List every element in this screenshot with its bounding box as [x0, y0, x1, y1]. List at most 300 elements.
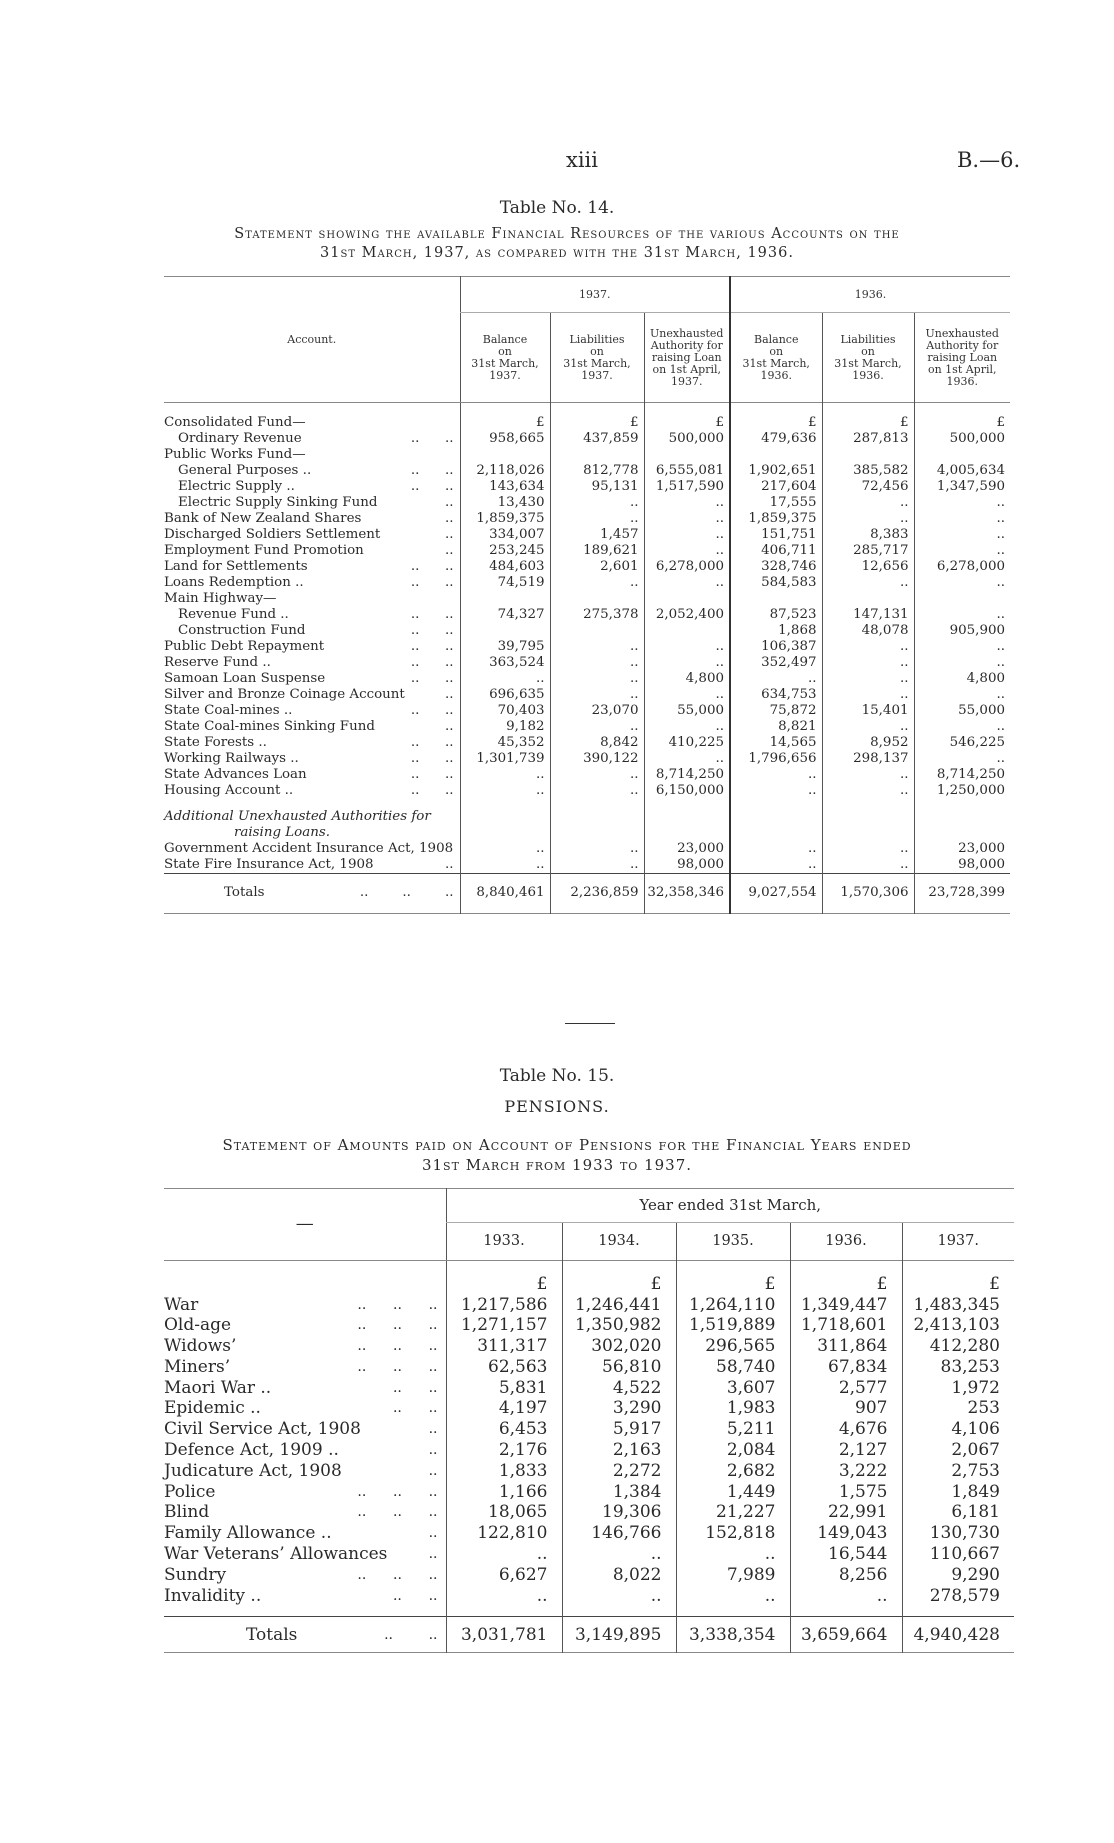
column-header-line: 1936.	[760, 368, 792, 382]
value-cell: 2,084	[676, 1440, 790, 1461]
table-row	[164, 751, 1010, 767]
column-header-line: on 1st April,	[652, 362, 722, 376]
row-label-cell	[164, 1544, 446, 1565]
row-label: Revenue Fund ..	[178, 606, 289, 622]
value-cell	[730, 447, 822, 463]
leader-dots: .. .. ..	[357, 1504, 438, 1521]
row-label-cell	[164, 511, 460, 527]
value-cell: ..	[550, 495, 644, 511]
row-label: Defence Act, 1909 ..	[164, 1440, 339, 1461]
value-cell: ..	[446, 1586, 562, 1607]
row-label: Family Allowance ..	[164, 1523, 332, 1544]
row-label: War	[164, 1294, 199, 1315]
value-cell: 48,078	[822, 623, 914, 639]
value-cell: ..	[644, 751, 730, 767]
value-cell: 87,523	[730, 607, 822, 623]
value-cell: ..	[822, 767, 914, 783]
value-cell: ..	[914, 543, 1010, 559]
value-cell: ..	[822, 511, 914, 527]
value-cell: ..	[644, 543, 730, 559]
account-column-header: Account.	[164, 277, 460, 403]
row-label: Sundry	[164, 1564, 227, 1585]
value-cell: 4,106	[902, 1419, 1014, 1440]
value-cell: ..	[822, 575, 914, 591]
row-label-cell	[164, 1419, 446, 1440]
value-cell: ..	[914, 495, 1010, 511]
value-cell: 3,031,781	[446, 1617, 562, 1653]
row-label-cell	[164, 479, 460, 495]
value-cell: 58,740	[676, 1357, 790, 1378]
column-header-line: Unexhausted	[650, 326, 724, 340]
value-cell: ..	[676, 1586, 790, 1607]
leader-dots: .. ..	[410, 766, 454, 782]
table-row	[164, 591, 1010, 607]
table-row	[164, 1461, 1014, 1482]
value-cell: 1,570,306	[822, 873, 914, 913]
table-row	[164, 543, 1010, 559]
table-row	[164, 623, 1010, 639]
value-cell: ..	[460, 857, 550, 874]
value-cell: 6,278,000	[644, 559, 730, 575]
value-cell: 1,796,656	[730, 751, 822, 767]
row-label: Bank of New Zealand Shares	[164, 510, 362, 526]
table-row	[164, 463, 1010, 479]
value-cell: 1,384	[562, 1482, 676, 1503]
heading-line: raising Loans.	[234, 824, 330, 840]
column-header-line: Authority for	[926, 338, 999, 352]
value-cell: 13,430	[460, 495, 550, 511]
value-cell: 1,483,345	[902, 1295, 1014, 1316]
value-cell: 302,020	[562, 1336, 676, 1357]
row-label: Public Works Fund—	[164, 446, 306, 462]
row-label: Electric Supply Sinking Fund	[178, 494, 378, 510]
value-cell	[550, 591, 644, 607]
column-header	[460, 313, 550, 403]
value-cell: ..	[914, 575, 1010, 591]
value-cell: ..	[550, 719, 644, 735]
table-row	[164, 1586, 1014, 1607]
table-row	[164, 767, 1010, 783]
value-cell: 275,378	[550, 607, 644, 623]
value-cell: 72,456	[822, 479, 914, 495]
table-15-subtitle: PENSIONS.	[504, 1097, 610, 1116]
value-cell: £	[460, 403, 550, 431]
row-label-cell	[164, 495, 460, 511]
value-cell: ..	[562, 1544, 676, 1565]
value-cell: 8,952	[822, 735, 914, 751]
value-cell: 1,350,982	[562, 1315, 676, 1336]
value-cell: ..	[730, 671, 822, 687]
table-row	[164, 575, 1010, 591]
value-cell: 8,714,250	[914, 767, 1010, 783]
value-cell: 363,524	[460, 655, 550, 671]
leader-dots: ..	[444, 686, 454, 702]
value-cell: 14,565	[730, 735, 822, 751]
value-cell: £	[644, 403, 730, 431]
row-label-cell	[164, 1586, 446, 1607]
leader-dots: ..	[444, 494, 454, 510]
row-label: State Advances Loan	[164, 766, 307, 782]
row-label: Police	[164, 1481, 216, 1502]
leader-dots: .. ..	[392, 1379, 438, 1396]
currency-symbol: £	[446, 1261, 562, 1295]
value-cell	[914, 447, 1010, 463]
leader-dots: .. ..	[410, 782, 454, 798]
value-cell: 6,150,000	[644, 783, 730, 799]
row-label-cell	[164, 1315, 446, 1336]
table-row	[164, 857, 1010, 874]
table-14-caption-line2: 31st March, 1937, as compared with the 31st March, 1936.	[320, 245, 794, 261]
table-row	[164, 559, 1010, 575]
leader-dots: .. ..	[410, 574, 454, 590]
value-cell: 500,000	[644, 431, 730, 447]
value-cell: 1,301,739	[460, 751, 550, 767]
value-cell: 2,163	[562, 1440, 676, 1461]
value-cell: ..	[550, 767, 644, 783]
value-cell: ..	[562, 1586, 676, 1607]
row-label-cell	[164, 1523, 446, 1544]
value-cell: 15,401	[822, 703, 914, 719]
column-header	[730, 313, 822, 403]
value-cell: 1,250,000	[914, 783, 1010, 799]
value-cell: 2,176	[446, 1440, 562, 1461]
value-cell: 1,519,889	[676, 1315, 790, 1336]
value-cell: 1,859,375	[730, 511, 822, 527]
value-cell: 311,317	[446, 1336, 562, 1357]
value-cell: ..	[550, 783, 644, 799]
value-cell: 1,246,441	[562, 1295, 676, 1316]
value-cell: 1,902,651	[730, 463, 822, 479]
column-header-line: 31st March,	[742, 356, 810, 370]
table-row	[164, 447, 1010, 463]
leader-dots: ..	[428, 1462, 438, 1479]
row-label: Blind	[164, 1502, 210, 1523]
currency-symbol: £	[902, 1261, 1014, 1295]
value-cell: 6,181	[902, 1502, 1014, 1523]
value-cell: ..	[914, 527, 1010, 543]
column-header-line: Balance	[482, 332, 528, 346]
value-cell: ..	[644, 575, 730, 591]
value-cell: £	[822, 403, 914, 431]
value-cell	[460, 591, 550, 607]
leader-dots: ..	[428, 1421, 438, 1438]
row-label-cell	[164, 639, 460, 655]
year-column-header: 1936.	[790, 1223, 902, 1261]
value-cell: ..	[550, 511, 644, 527]
leader-dots: ..	[444, 718, 454, 734]
column-header-line: Balance	[754, 332, 799, 346]
table-row	[164, 1378, 1014, 1399]
value-cell: ..	[644, 687, 730, 703]
value-cell: 55,000	[644, 703, 730, 719]
row-label: Maori War ..	[164, 1377, 272, 1398]
value-cell: ..	[550, 639, 644, 655]
column-header-line: Unexhausted	[925, 326, 999, 340]
value-cell: ..	[822, 719, 914, 735]
column-header-line: 1936.	[946, 374, 978, 388]
row-label-cell	[164, 1440, 446, 1461]
value-cell: 5,211	[676, 1419, 790, 1440]
value-cell: 2,272	[562, 1461, 676, 1482]
currency-symbol: £	[790, 1261, 902, 1295]
table-row	[164, 495, 1010, 511]
value-cell: 98,000	[644, 857, 730, 874]
column-header-line: 31st March,	[834, 356, 902, 370]
row-label-cell	[164, 447, 460, 463]
value-cell: 62,563	[446, 1357, 562, 1378]
value-cell: 500,000	[914, 431, 1010, 447]
table-row	[164, 687, 1010, 703]
row-label: Miners’	[164, 1356, 231, 1377]
value-cell: 3,290	[562, 1398, 676, 1419]
value-cell: ..	[822, 687, 914, 703]
value-cell: 812,778	[550, 463, 644, 479]
table-row	[164, 527, 1010, 543]
value-cell: ..	[644, 527, 730, 543]
value-cell: 45,352	[460, 735, 550, 751]
value-cell: 18,065	[446, 1502, 562, 1523]
value-cell: 298,137	[822, 751, 914, 767]
row-label: State Coal-mines ..	[164, 702, 293, 718]
row-label: Loans Redemption ..	[164, 574, 304, 590]
value-cell: 17,555	[730, 495, 822, 511]
value-cell: ..	[446, 1544, 562, 1565]
row-label-cell	[164, 1617, 446, 1653]
value-cell: 6,453	[446, 1419, 562, 1440]
value-cell: 634,753	[730, 687, 822, 703]
value-cell: 83,253	[902, 1357, 1014, 1378]
pension-class-column-header: —	[164, 1189, 446, 1261]
value-cell: ..	[822, 857, 914, 874]
value-cell: 3,222	[790, 1461, 902, 1482]
value-cell: 905,900	[914, 623, 1010, 639]
value-cell: 253,245	[460, 543, 550, 559]
spacer-row	[164, 1606, 1014, 1617]
value-cell: 1,517,590	[644, 479, 730, 495]
row-label: Samoan Loan Suspense	[164, 670, 326, 686]
value-cell: 1,718,601	[790, 1315, 902, 1336]
value-cell: 311,864	[790, 1336, 902, 1357]
row-label: Old-age	[164, 1315, 232, 1336]
value-cell: 1,449	[676, 1482, 790, 1503]
year-column-header: 1935.	[676, 1223, 790, 1261]
spacer-row	[164, 799, 1010, 809]
value-cell: 23,000	[644, 841, 730, 857]
leader-dots: .. .. ..	[357, 1483, 438, 1500]
value-cell: £	[730, 403, 822, 431]
value-cell: 3,659,664	[790, 1617, 902, 1653]
value-cell: 1,271,157	[446, 1315, 562, 1336]
table-row	[164, 403, 1010, 431]
value-cell: 385,582	[822, 463, 914, 479]
leader-dots: ..	[444, 526, 454, 542]
value-cell: 2,127	[790, 1440, 902, 1461]
row-label: Reserve Fund ..	[164, 654, 271, 670]
value-cell: 410,225	[644, 735, 730, 751]
year-column-header: 1937.	[902, 1223, 1014, 1261]
column-header-line: on	[861, 344, 875, 358]
value-cell: 4,197	[446, 1398, 562, 1419]
table-row	[164, 671, 1010, 687]
value-cell: ..	[644, 495, 730, 511]
value-cell: ..	[822, 639, 914, 655]
value-cell: 1,217,586	[446, 1295, 562, 1316]
row-label: Ordinary Revenue	[178, 430, 302, 446]
value-cell: 484,603	[460, 559, 550, 575]
leader-dots: .. ..	[410, 430, 454, 446]
value-cell	[822, 591, 914, 607]
value-cell	[460, 447, 550, 463]
table-row	[164, 1419, 1014, 1440]
leader-dots: ..	[428, 1442, 438, 1459]
value-cell: 6,555,081	[644, 463, 730, 479]
table-row	[164, 1482, 1014, 1503]
currency-symbol: £	[562, 1261, 676, 1295]
leader-dots: .. ..	[410, 606, 454, 622]
value-cell: 907	[790, 1398, 902, 1419]
value-cell: 334,007	[460, 527, 550, 543]
row-label-cell	[164, 751, 460, 767]
table-row	[164, 703, 1010, 719]
value-cell: 217,604	[730, 479, 822, 495]
row-label: Construction Fund	[178, 622, 306, 638]
value-cell: 12,656	[822, 559, 914, 575]
row-label-cell	[164, 1378, 446, 1399]
row-label: Totals	[224, 885, 265, 900]
value-cell: ..	[822, 671, 914, 687]
value-cell: 146,766	[562, 1523, 676, 1544]
value-cell: 70,403	[460, 703, 550, 719]
row-label-cell	[164, 1565, 446, 1586]
value-cell: 1,859,375	[460, 511, 550, 527]
leader-dots: .. ..	[410, 702, 454, 718]
value-cell: 1,166	[446, 1482, 562, 1503]
value-cell: 9,290	[902, 1565, 1014, 1586]
row-label: War Veterans’ Allowances	[164, 1544, 388, 1565]
value-cell: 253	[902, 1398, 1014, 1419]
value-cell: ..	[730, 783, 822, 799]
row-label: State Forests ..	[164, 734, 267, 750]
value-cell: ..	[790, 1586, 902, 1607]
year-1937-header: 1937.	[460, 277, 730, 313]
value-cell: 189,621	[550, 543, 644, 559]
column-header-line: Authority for	[650, 338, 723, 352]
column-header-line: 1936.	[852, 368, 884, 382]
value-cell: 39,795	[460, 639, 550, 655]
column-header-line: on	[769, 344, 784, 358]
value-cell: 110,667	[902, 1544, 1014, 1565]
value-cell: ..	[460, 767, 550, 783]
value-cell: ..	[460, 671, 550, 687]
value-cell: 8,714,250	[644, 767, 730, 783]
row-label-cell	[164, 431, 460, 447]
value-cell: 98,000	[914, 857, 1010, 874]
row-label-cell	[164, 1398, 446, 1419]
value-cell: 390,122	[550, 751, 644, 767]
row-label-cell	[164, 1336, 446, 1357]
value-cell: ..	[914, 687, 1010, 703]
value-cell: ..	[550, 687, 644, 703]
value-cell: 2,052,400	[644, 607, 730, 623]
value-cell: 2,682	[676, 1461, 790, 1482]
page-number: xiii	[566, 148, 598, 172]
value-cell: 696,635	[460, 687, 550, 703]
row-label: Land for Settlements	[164, 558, 308, 574]
value-cell: ..	[822, 655, 914, 671]
leader-dots: .. ..	[410, 750, 454, 766]
value-cell: 4,676	[790, 1419, 902, 1440]
value-cell: 8,821	[730, 719, 822, 735]
value-cell: 352,497	[730, 655, 822, 671]
value-cell: 7,989	[676, 1565, 790, 1586]
leader-dots: .. ..	[410, 622, 454, 638]
row-label: Main Highway—	[164, 590, 277, 606]
value-cell: 1,868	[730, 623, 822, 639]
value-cell: 8,842	[550, 735, 644, 751]
value-cell: ..	[460, 841, 550, 857]
value-cell: ..	[914, 719, 1010, 735]
value-cell: 2,067	[902, 1440, 1014, 1461]
value-cell: 328,746	[730, 559, 822, 575]
row-label: Working Railways ..	[164, 750, 299, 766]
value-cell: 55,000	[914, 703, 1010, 719]
value-cell: 74,327	[460, 607, 550, 623]
row-label: Epidemic ..	[164, 1398, 261, 1419]
value-cell: 5,831	[446, 1378, 562, 1399]
table-15-title: Table No. 15.	[499, 1066, 615, 1086]
table-row	[164, 1565, 1014, 1586]
value-cell	[644, 591, 730, 607]
column-header-line: raising Loan	[651, 350, 722, 364]
row-label-cell	[164, 857, 460, 874]
value-cell: 1,347,590	[914, 479, 1010, 495]
table-15-caption-line1: Statement of Amounts paid on Account of Pensions for the Financial Years ended	[222, 1136, 912, 1154]
value-cell: 9,027,554	[730, 873, 822, 913]
additional-authorities-heading	[164, 809, 460, 841]
row-label-cell	[164, 735, 460, 751]
table-row	[164, 735, 1010, 751]
leader-dots: .. ..	[410, 558, 454, 574]
leader-dots: .. ..	[410, 654, 454, 670]
table-row	[164, 1295, 1014, 1316]
value-cell: 147,131	[822, 607, 914, 623]
value-cell: 2,577	[790, 1378, 902, 1399]
row-label: Totals	[246, 1624, 298, 1645]
table-row	[164, 1440, 1014, 1461]
leader-dots: .. ..	[410, 734, 454, 750]
column-header	[550, 313, 644, 403]
value-cell: ..	[550, 655, 644, 671]
value-cell: 3,338,354	[676, 1617, 790, 1653]
row-label-cell	[164, 671, 460, 687]
column-header-line: on 1st April,	[927, 362, 997, 376]
value-cell	[550, 623, 644, 639]
value-cell: 4,800	[644, 671, 730, 687]
value-cell	[460, 623, 550, 639]
value-cell: 2,413,103	[902, 1315, 1014, 1336]
value-cell: 4,522	[562, 1378, 676, 1399]
row-label-cell	[164, 559, 460, 575]
leader-dots: .. .. ..	[357, 1566, 438, 1583]
row-label: Discharged Soldiers Settlement	[164, 526, 381, 542]
leader-dots: ..	[428, 1546, 438, 1563]
leader-dots: ..	[444, 856, 454, 872]
table-row	[164, 655, 1010, 671]
table-row	[164, 1315, 1014, 1336]
value-cell: 6,278,000	[914, 559, 1010, 575]
value-cell: 9,182	[460, 719, 550, 735]
leader-dots: .. .. ..	[357, 1296, 438, 1313]
